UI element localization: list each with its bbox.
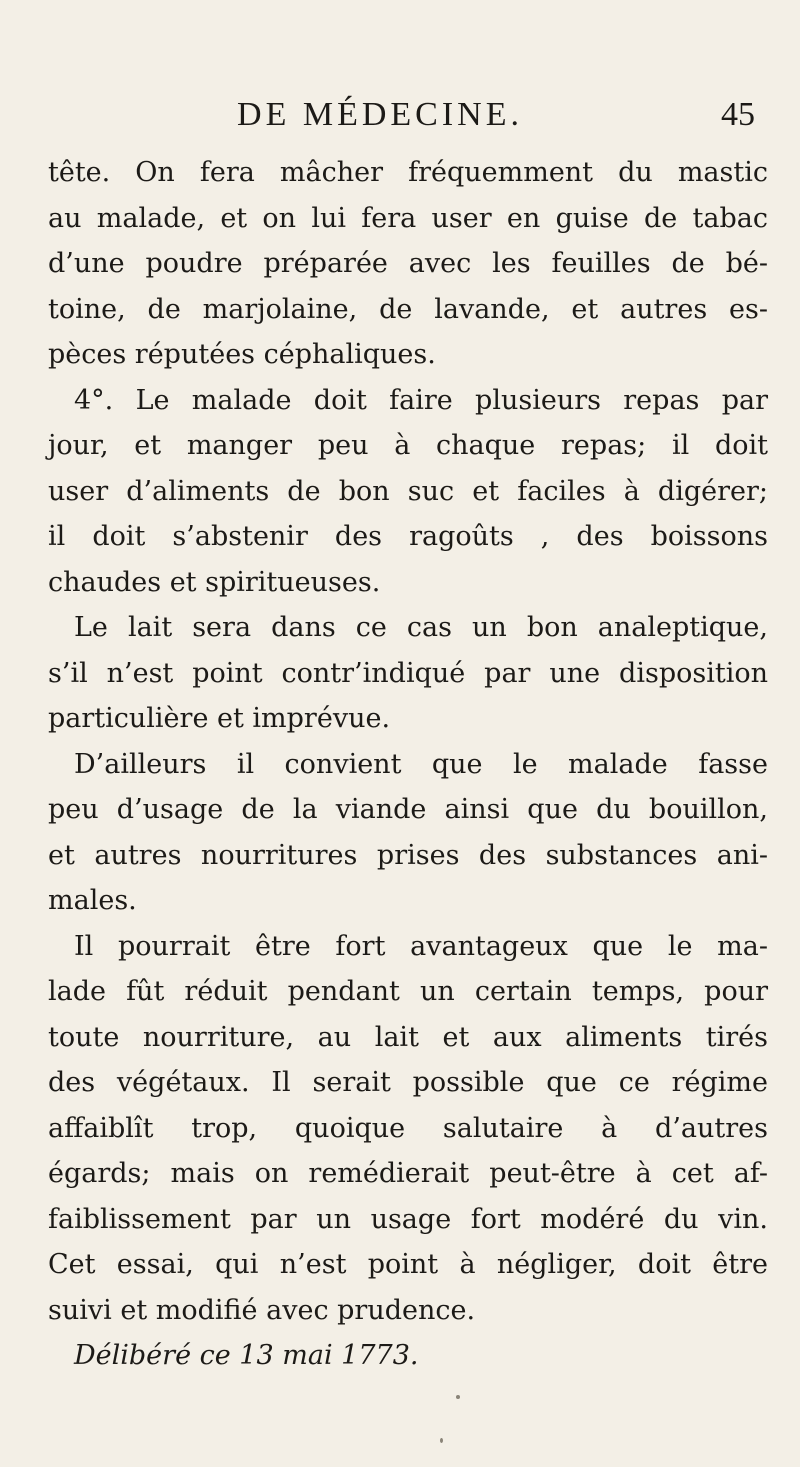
text-line: particulière et imprévue. — [48, 703, 391, 734]
text-line: Il pourrait être fort avantageux que le ma- — [74, 930, 768, 962]
text-line: suivi et modifié avec prudence. — [48, 1294, 476, 1326]
text-line: Le lait sera dans ce cas un bon analeptique, — [74, 612, 768, 643]
text-line: peu d’usage de la viande ainsi que du bouillon, — [48, 794, 768, 825]
text-line: tête. On fera mâcher fréquemment du mastic — [48, 157, 768, 188]
text-line: égards; mais on remédierait peut-être à cet af- — [48, 1158, 768, 1189]
text-line: d’une poudre préparée avec les feuilles de bé- — [48, 248, 768, 279]
body-text — [48, 150, 768, 1379]
text-line: jour, et manger peu à chaque repas; il doit — [48, 430, 768, 461]
text-line: Cet essai, qui n’est point à négliger, doit être — [48, 1249, 768, 1280]
page-number: 45 — [721, 96, 755, 133]
running-head: DE MÉDECINE. — [237, 96, 523, 133]
text-line: au malade, et on lui fera user en guise de tabac — [48, 202, 768, 234]
text-line: des végétaux. Il serait possible que ce régime — [48, 1067, 768, 1098]
text-line: il doit s’abstenir des ragoûts , des boissons — [48, 521, 768, 552]
text-line: pèces réputées céphaliques. — [48, 339, 436, 370]
text-line: males. — [48, 885, 137, 916]
text-line: s’il n’est point contr’indiqué par une disposition — [48, 657, 768, 689]
paper-speck — [456, 1395, 460, 1399]
paper-speck — [440, 1438, 443, 1443]
text-line: faiblissement par un usage fort modéré du vin. — [48, 1203, 768, 1235]
text-line: chaudes et spiritueuses. — [48, 566, 381, 598]
signoff-line: Délibéré ce 13 mai 1773. — [74, 1340, 419, 1371]
text-line: user d’aliments de bon suc et faciles à digérer; — [48, 475, 768, 507]
text-line: toine, de marjolaine, de lavande, et autres es- — [48, 293, 768, 325]
text-line: toute nourriture, au lait et aux aliments tirés — [48, 1021, 768, 1053]
text-line: D’ailleurs il convient que le malade fasse — [74, 748, 768, 780]
text-line: affaiblît trop, quoique salutaire à d’autres — [48, 1112, 768, 1144]
text-line: et autres nourritures prises des substances ani- — [48, 839, 768, 871]
text-line: lade fût réduit pendant un certain temps, pour — [48, 976, 768, 1007]
text-line: 4°. Le malade doit faire plusieurs repas par — [74, 384, 768, 416]
